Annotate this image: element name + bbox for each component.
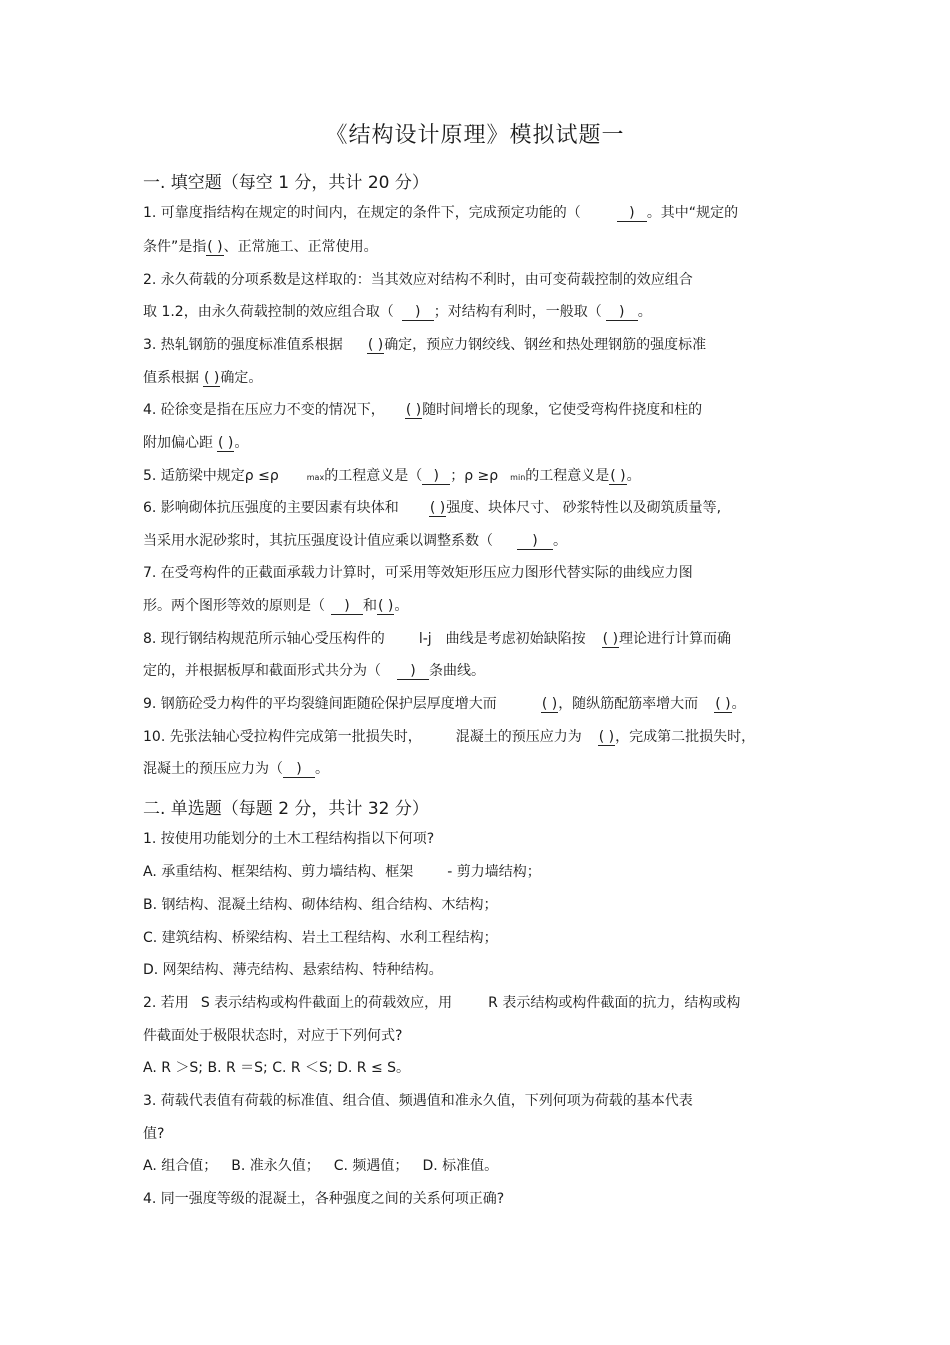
- choice-option-a[interactable]: A. 组合值；: [143, 1158, 218, 1174]
- question-1-line-1: 1. 可靠度指结构在规定的时间内，在规定的条件下，完成预定功能的（ ) 。其中“规定的: [143, 205, 739, 221]
- choice-question-3-line-1: 3. 荷载代表值有荷载的标准值、组合值、频遇值和准永久值，下列何项为荷载的基本代表: [143, 1093, 693, 1109]
- answer-blank[interactable]: ( ): [218, 435, 234, 451]
- answer-blank[interactable]: ): [397, 663, 429, 680]
- page-title: 《结构设计原理》模拟试题一: [325, 123, 625, 148]
- question-8-line-2: 定的，并根据板厚和截面形式共分为（ ) 条曲线。: [143, 663, 485, 679]
- answer-blank[interactable]: ( ): [378, 598, 394, 614]
- answer-blank[interactable]: ( ): [204, 370, 220, 386]
- answer-blank[interactable]: ): [331, 598, 363, 615]
- choice-option-d[interactable]: D. 网架结构、薄壳结构、悬索结构、特种结构。: [143, 962, 443, 978]
- answer-blank[interactable]: ( ): [207, 239, 223, 255]
- answer-blank[interactable]: ): [402, 304, 434, 321]
- question-6-line-2: 当采用水泥砂浆时，其抗压强度设计值应乘以调整系数（ ) 。: [143, 533, 567, 549]
- question-4-line-1: 4. 砼徐变是指在压应力不变的情况下， ( )随时间增长的现象，它使受弯构件挠度和柱的: [143, 402, 703, 418]
- question-9: 9. 钢筋砼受力构件的平均裂缝间距随砼保护层厚度增大而 ( )，随纵筋配筋率增大而 ( )。: [143, 696, 746, 712]
- section-heading-fill-in: 一. 填空题（每空 1 分，共计 20 分）: [143, 173, 429, 193]
- choice-option-b[interactable]: B. 准永久值；: [231, 1158, 320, 1174]
- question-7-line-1: 7. 在受弯构件的正截面承载力计算时，可采用等效矩形压应力图形代替实际的曲线应力图: [143, 565, 693, 581]
- choice-question-2-line-1: 2. 若用 S 表示结构或构件截面上的荷载效应，用 R 表示结构或构件截面的抗力，结构或构: [143, 995, 741, 1011]
- question-2-line-1: 2. 永久荷载的分项系数是这样取的：当其效应对结构不利时，由可变荷载控制的效应组合: [143, 272, 693, 288]
- question-8-line-1: 8. 现行钢结构规范所示轴心受压构件的 l-j 曲线是考虑初始缺陷按 ( )理论进行计算而确: [143, 631, 732, 647]
- choice-question-3-line-2: 值?: [143, 1126, 165, 1142]
- choice-question-2-line-2: 件截面处于极限状态时，对应于下列何式?: [143, 1028, 403, 1044]
- answer-blank[interactable]: ( ): [367, 337, 384, 353]
- answer-blank[interactable]: ): [617, 205, 647, 222]
- question-5: 5. 适筋梁中规定ρ ≤ρ max的工程意义是（ ) ；ρ ≥ρ min的工程意义是( )。: [143, 468, 641, 484]
- answer-blank[interactable]: ): [606, 304, 638, 321]
- choice-options-2[interactable]: A. R ＞S; B. R ＝S; C. R ＜S; D. R ≤ S。: [143, 1060, 411, 1076]
- section-heading-single-choice: 二. 单选题（每题 2 分，共计 32 分）: [143, 799, 429, 819]
- answer-blank[interactable]: ( ): [715, 696, 731, 712]
- question-4-line-2: 附加偏心距 ( )。: [143, 435, 249, 451]
- choice-question-1: 1. 按使用功能划分的土木工程结构指以下何项?: [143, 831, 435, 847]
- question-6-line-1: 6. 影响砌体抗压强度的主要因素有块体和 ( )强度、块体尺寸、 砂浆特性以及砌筑质量等,: [143, 500, 722, 516]
- choice-option-a[interactable]: A. 承重结构、框架结构、剪力墙结构、框架 - 剪力墙结构；: [143, 864, 541, 880]
- choice-option-c[interactable]: C. 频遇值；: [333, 1158, 409, 1174]
- answer-blank[interactable]: ): [283, 761, 315, 778]
- answer-blank[interactable]: ( ): [541, 696, 558, 712]
- question-7-line-2: 形。两个图形等效的原则是（ ) 和( )。: [143, 598, 409, 614]
- answer-blank[interactable]: ( ): [598, 729, 615, 745]
- answer-blank[interactable]: ): [517, 533, 553, 550]
- question-3-line-2: 值系根据 ( )确定。: [143, 370, 263, 386]
- choice-option-c[interactable]: C. 建筑结构、桥梁结构、岩土工程结构、水利工程结构；: [143, 930, 498, 946]
- answer-blank[interactable]: ( ): [429, 500, 446, 516]
- question-1-line-2: 条件”是指( )、正常施工、正常使用。: [143, 239, 378, 255]
- answer-blank[interactable]: ( ): [405, 402, 422, 418]
- choice-option-d[interactable]: D. 标准值。: [422, 1158, 499, 1174]
- question-10-line-2: 混凝土的预压应力为（ ) 。: [143, 761, 329, 777]
- answer-blank[interactable]: ( ): [610, 468, 626, 484]
- question-2-line-2: 取 1.2，由永久荷载控制的效应组合取（ ) ；对结构有利时，一般取（ ) 。: [143, 304, 652, 320]
- choice-option-b[interactable]: B. 钢结构、混凝土结构、砌体结构、组合结构、木结构；: [143, 897, 498, 913]
- answer-blank[interactable]: ( ): [602, 631, 619, 647]
- choice-question-4: 4. 同一强度等级的混凝土，各种强度之间的关系何项正确?: [143, 1191, 505, 1207]
- question-3-line-1: 3. 热轧钢筋的强度标准值系根据 ( )确定，预应力钢绞线、钢丝和热处理钢筋的强度标准: [143, 337, 707, 353]
- answer-blank[interactable]: ): [422, 468, 450, 485]
- choice-options-3: [143, 1156, 498, 1176]
- question-10-line-1: 10. 先张法轴心受拉构件完成第一批损失时， 混凝土的预压应力为 ( )，完成第二批损失时，: [143, 729, 756, 745]
